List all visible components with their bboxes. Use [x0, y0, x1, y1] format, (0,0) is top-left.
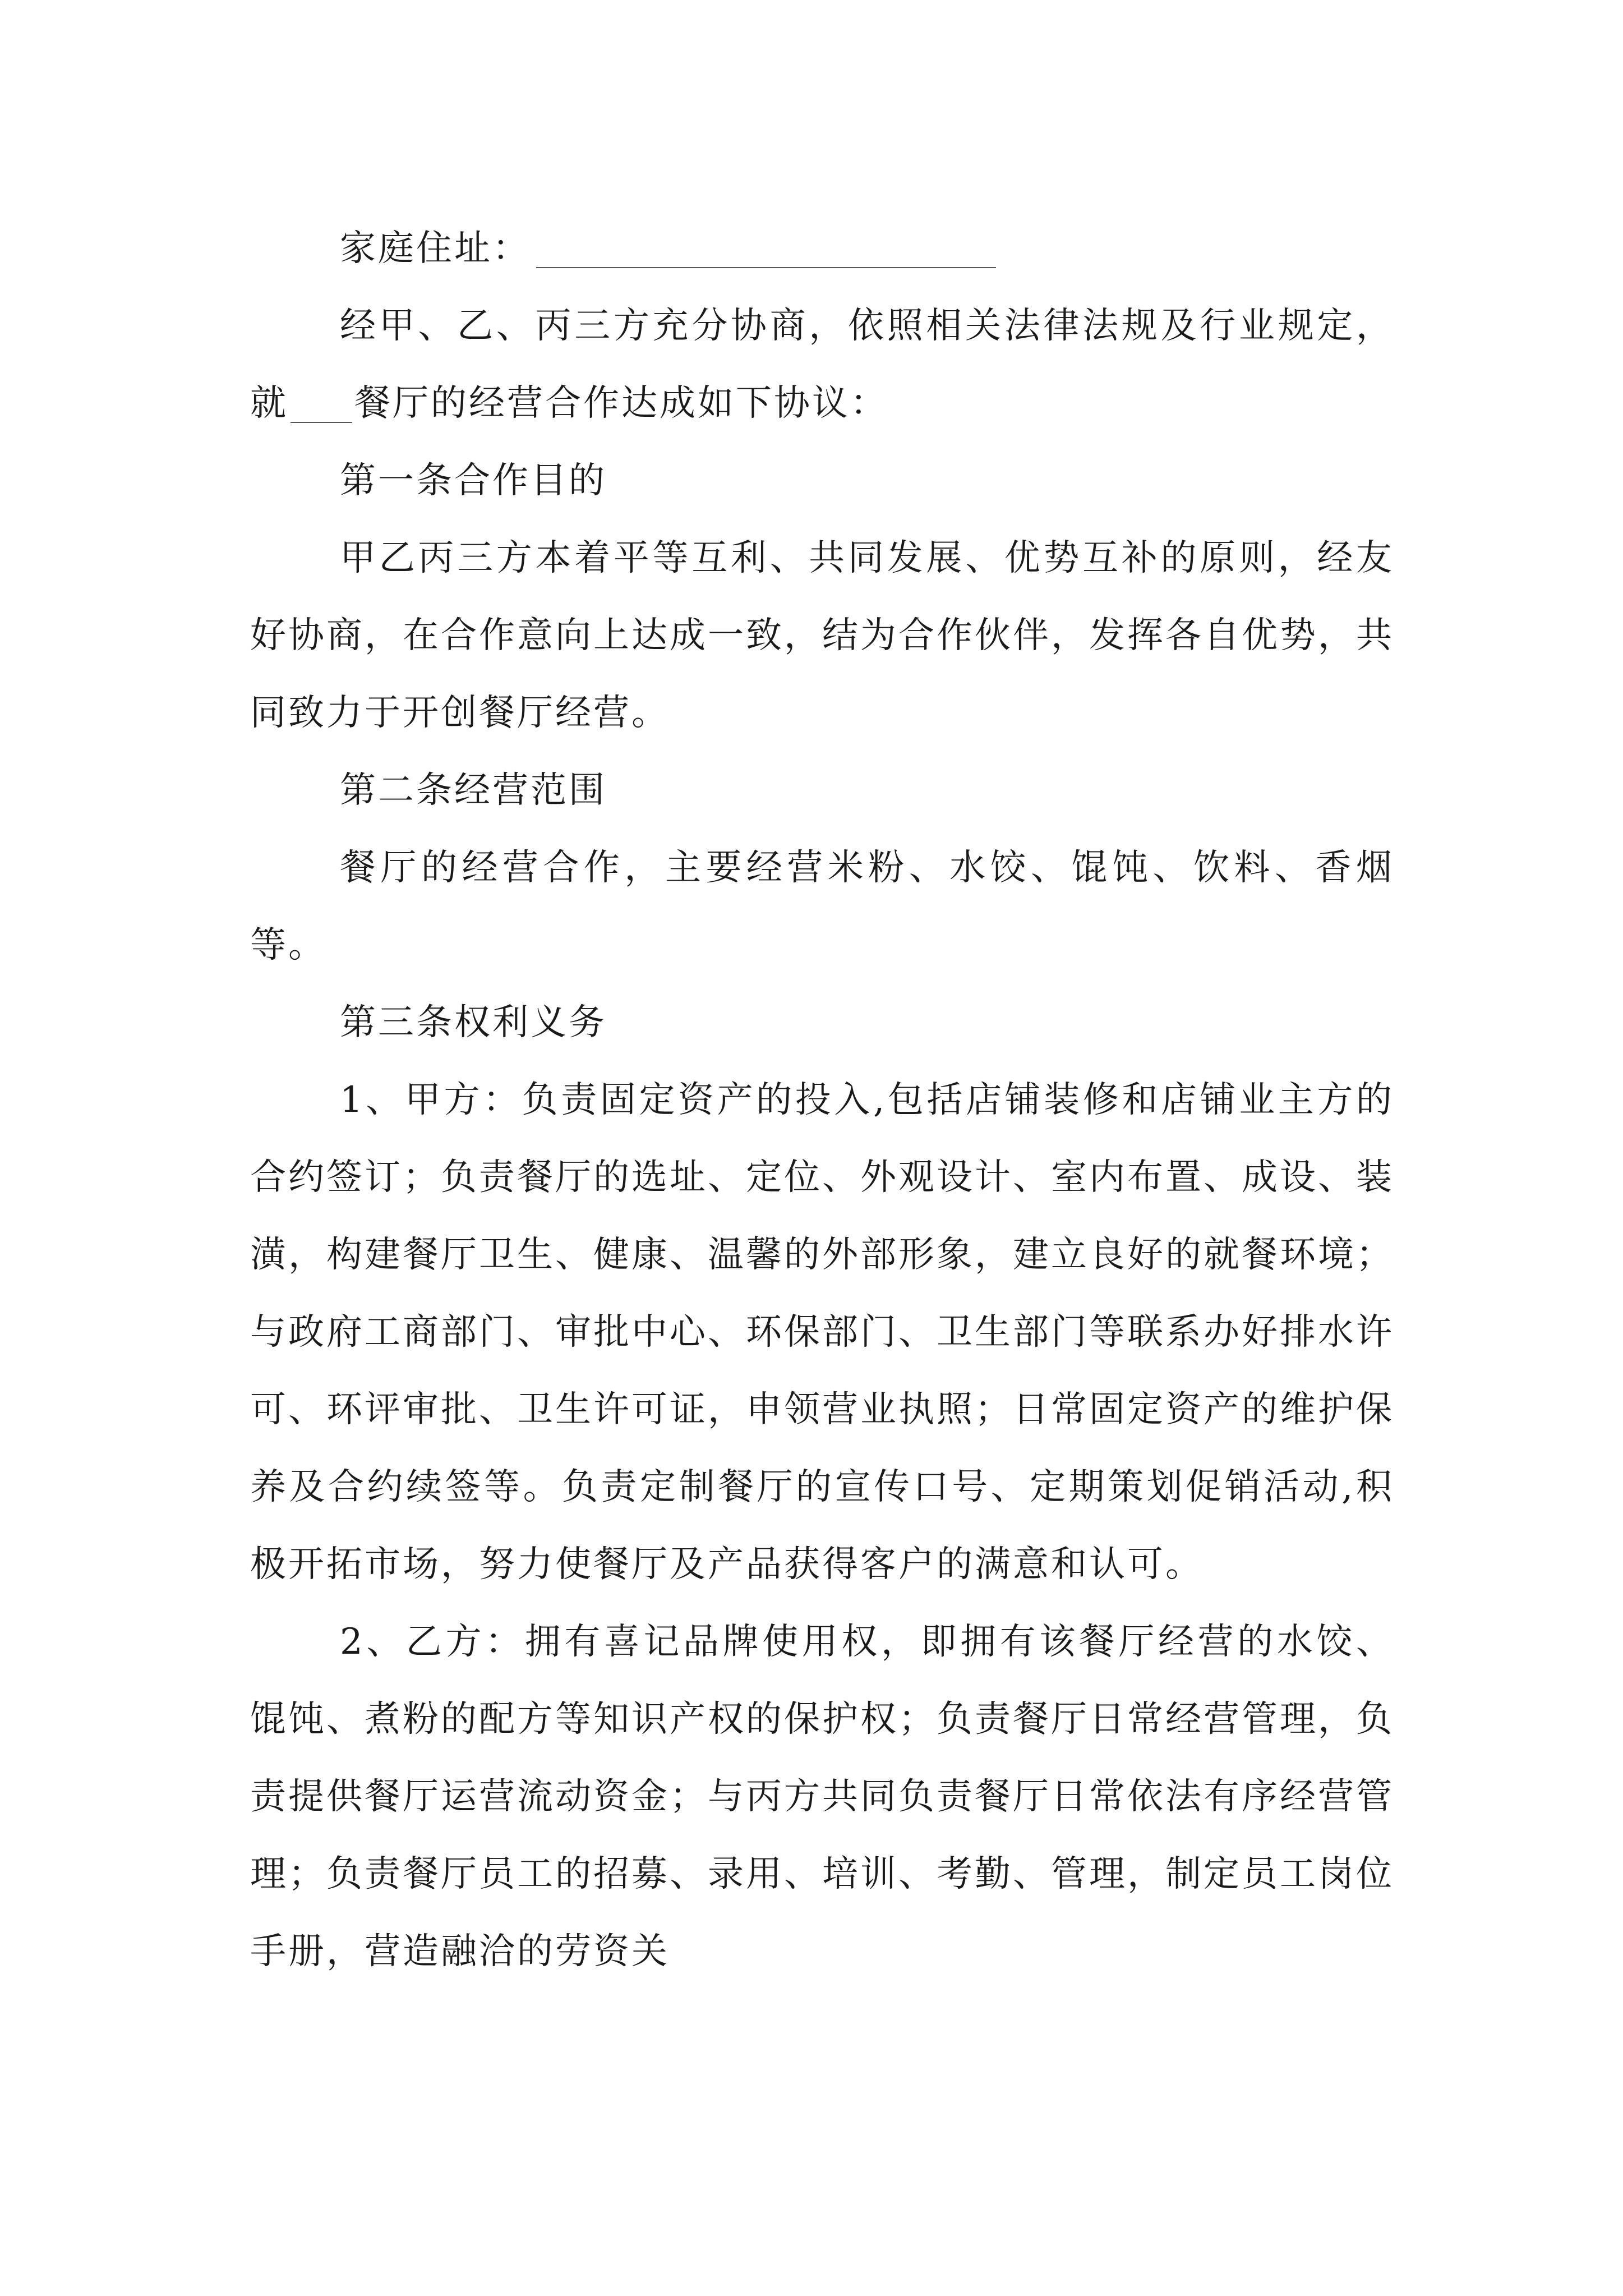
article3-title: 第三条权利义务	[340, 1002, 607, 1043]
document-body	[250, 210, 1394, 1990]
article2-title: 第二条经营范围	[340, 770, 607, 811]
article1-title: 第一条合作目的	[340, 460, 607, 501]
address-line	[250, 210, 1394, 287]
article2-paragraph: 餐厅的经营合作，主要经营米粉、水饺、馄饨、饮料、香烟等。	[250, 847, 1394, 966]
article1-paragraph: 甲乙丙三方本着平等互利、共同发展、优势互补的原则，经友好协商，在合作意向上达成一致，结为合作伙伴，发挥各自优势，共同致力于开创餐厅经营。	[250, 537, 1394, 734]
article3-item1: 1、甲方：负责固定资产的投入,包括店铺装修和店铺业主方的合约签订；负责餐厅的选址、定位、外观设计、室内布置、成设、装潢，构建餐厅卫生、健康、温馨的外部形象，建立良好的就餐环境；与政府工商部门、审批中心、环保部门、卫生部门等联系办好排水许可、环评审批、卫生许可证，申领营业执照；日常固定资产的维护保养及合约续签等。负责定制餐厅的宣传口号、定期策划促销活动,积极开拓市场，努力使餐厅及产品获得客户的满意和认可。	[250, 1079, 1394, 1585]
intro-text-part2: 餐厅的经营合作达成如下协议：	[354, 383, 888, 424]
article3-item2: 2、乙方：拥有喜记品牌使用权，即拥有该餐厅经营的水饺、馄饨、煮粉的配方等知识产权的保护权；负责餐厅日常经营管理，负责提供餐厅运营流动资金；与丙方共同负责餐厅日常依法有序经营管理；负责餐厅员工的招募、录用、培训、考勤、管理，制定员工岗位手册，营造融洽的劳资关	[250, 1621, 1394, 1972]
address-label: 家庭住址：	[340, 228, 531, 269]
intro-paragraph	[250, 287, 1394, 442]
address-blank	[536, 267, 996, 268]
intro-text-part1: 经甲、乙、丙三方充分协商，依照相关法律法规及行业规定，就	[250, 305, 1394, 424]
restaurant-name-blank	[291, 422, 352, 423]
